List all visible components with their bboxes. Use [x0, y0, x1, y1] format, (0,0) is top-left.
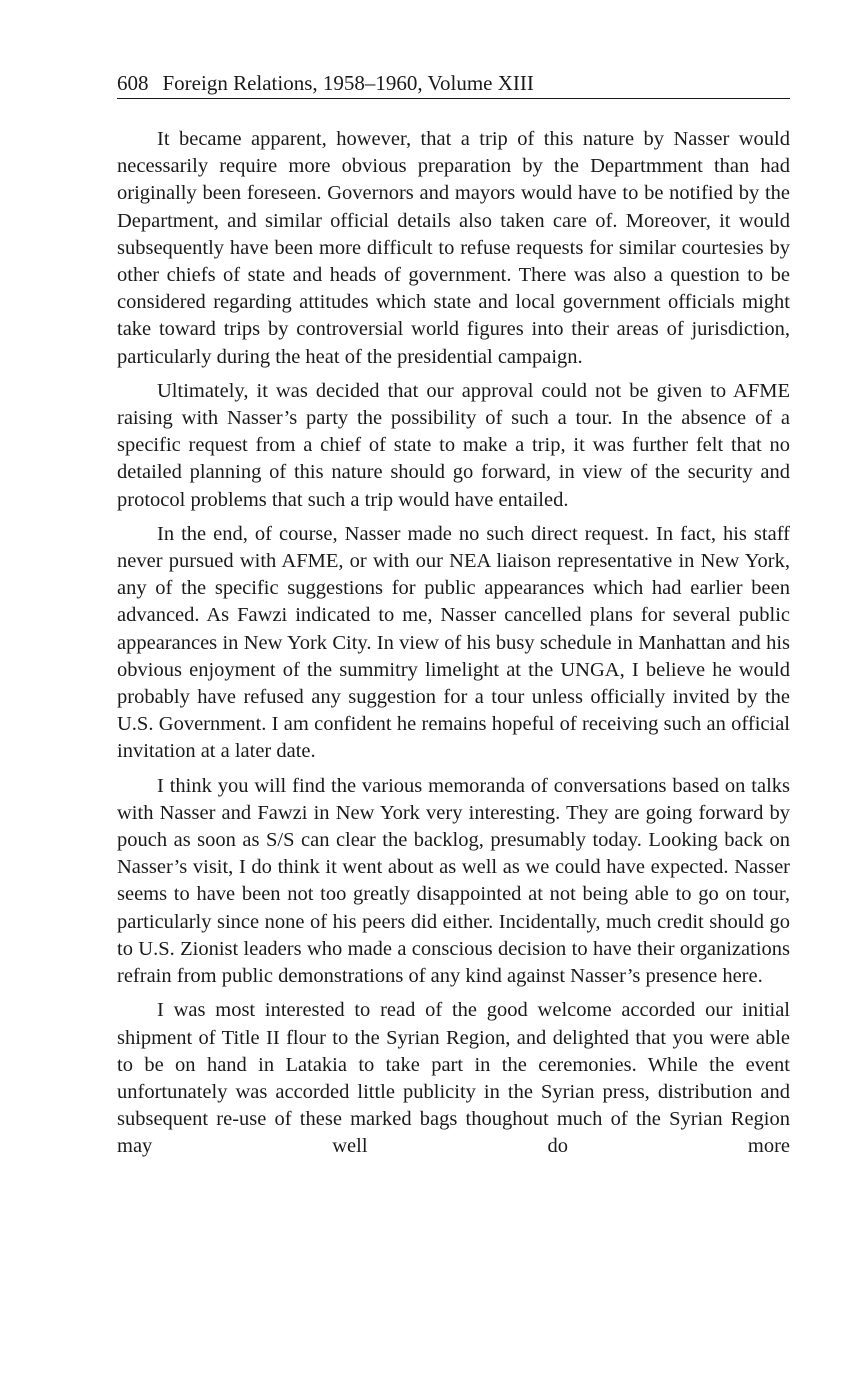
document-page [117, 70, 790, 1168]
paragraph: It became apparent, however, that a trip of this nature by Nasser would necessarily require more obvious preparation by the Departmment than had originally been foreseen. Governors and mayors would have to be notified by the Department, and similar official details also taken care of. Moreover, it would subsequently have been more difficult to refuse requests for similar courtesies by other chiefs of state and heads of government. There was also a question to be considered regarding attitudes which state and local government officials might take toward trips by controversial world figures into their areas of jurisdiction, particularly during the heat of the presidential campaign. [117, 128, 790, 368]
body-text [117, 126, 790, 1161]
running-title: Foreign Relations, 1958–1960, Volume XIII [162, 71, 534, 95]
paragraph: I was most interested to read of the good welcome accorded our initial shipment of Title II flour to the Syrian Region, and delighted that you were able to be on hand in Latakia to take part in the ceremonies. While the event unfortunately was accorded little publicity in the Syrian press, distribution and subsequent re-use of these marked bags thoughout much of the Syrian Region may well do more [117, 999, 790, 1158]
paragraph: I think you will find the various memoranda of conversations based on talks with Nasser and Fawzi in New York very interesting. They are going forward by pouch as soon as S/S can clear the backlog, presumably today. Looking back on Nasser’s visit, I do think it went about as well as we could have expected. Nasser seems to have been not too greatly disappointed at not being able to go on tour, particularly since none of his peers did either. Incidentally, much credit should go to U.S. Zionist leaders who made a conscious decision to have their organizations refrain from public demonstrations of any kind against Nasser’s presence here. [117, 774, 790, 988]
paragraph: In the end, of course, Nasser made no such direct request. In fact, his staff never pursued with AFME, or with our NEA liaison representative in New York, any of the specific suggestions for public appearances which had earlier been advanced. As Fawzi indicated to me, Nasser cancelled plans for several public appearances in New York City. In view of his busy schedule in Manhattan and his obvious enjoyment of the summitry limelight at the UNGA, I believe he would probably have refused any suggestion for a tour unless officially invited by the U.S. Government. I am confident he remains hopeful of receiving such an official invitation at a later date. [117, 522, 790, 763]
paragraph: Ultimately, it was decided that our approval could not be given to AFME raising with Nasser’s party the possibility of such a tour. In the absence of a specific request from a chief of state to make a trip, it was further felt that no detailed planning of this nature should go forward, in view of the security and protocol problems that such a trip would have entailed. [117, 379, 790, 511]
running-header [117, 70, 790, 99]
page-number: 608 [117, 71, 149, 95]
